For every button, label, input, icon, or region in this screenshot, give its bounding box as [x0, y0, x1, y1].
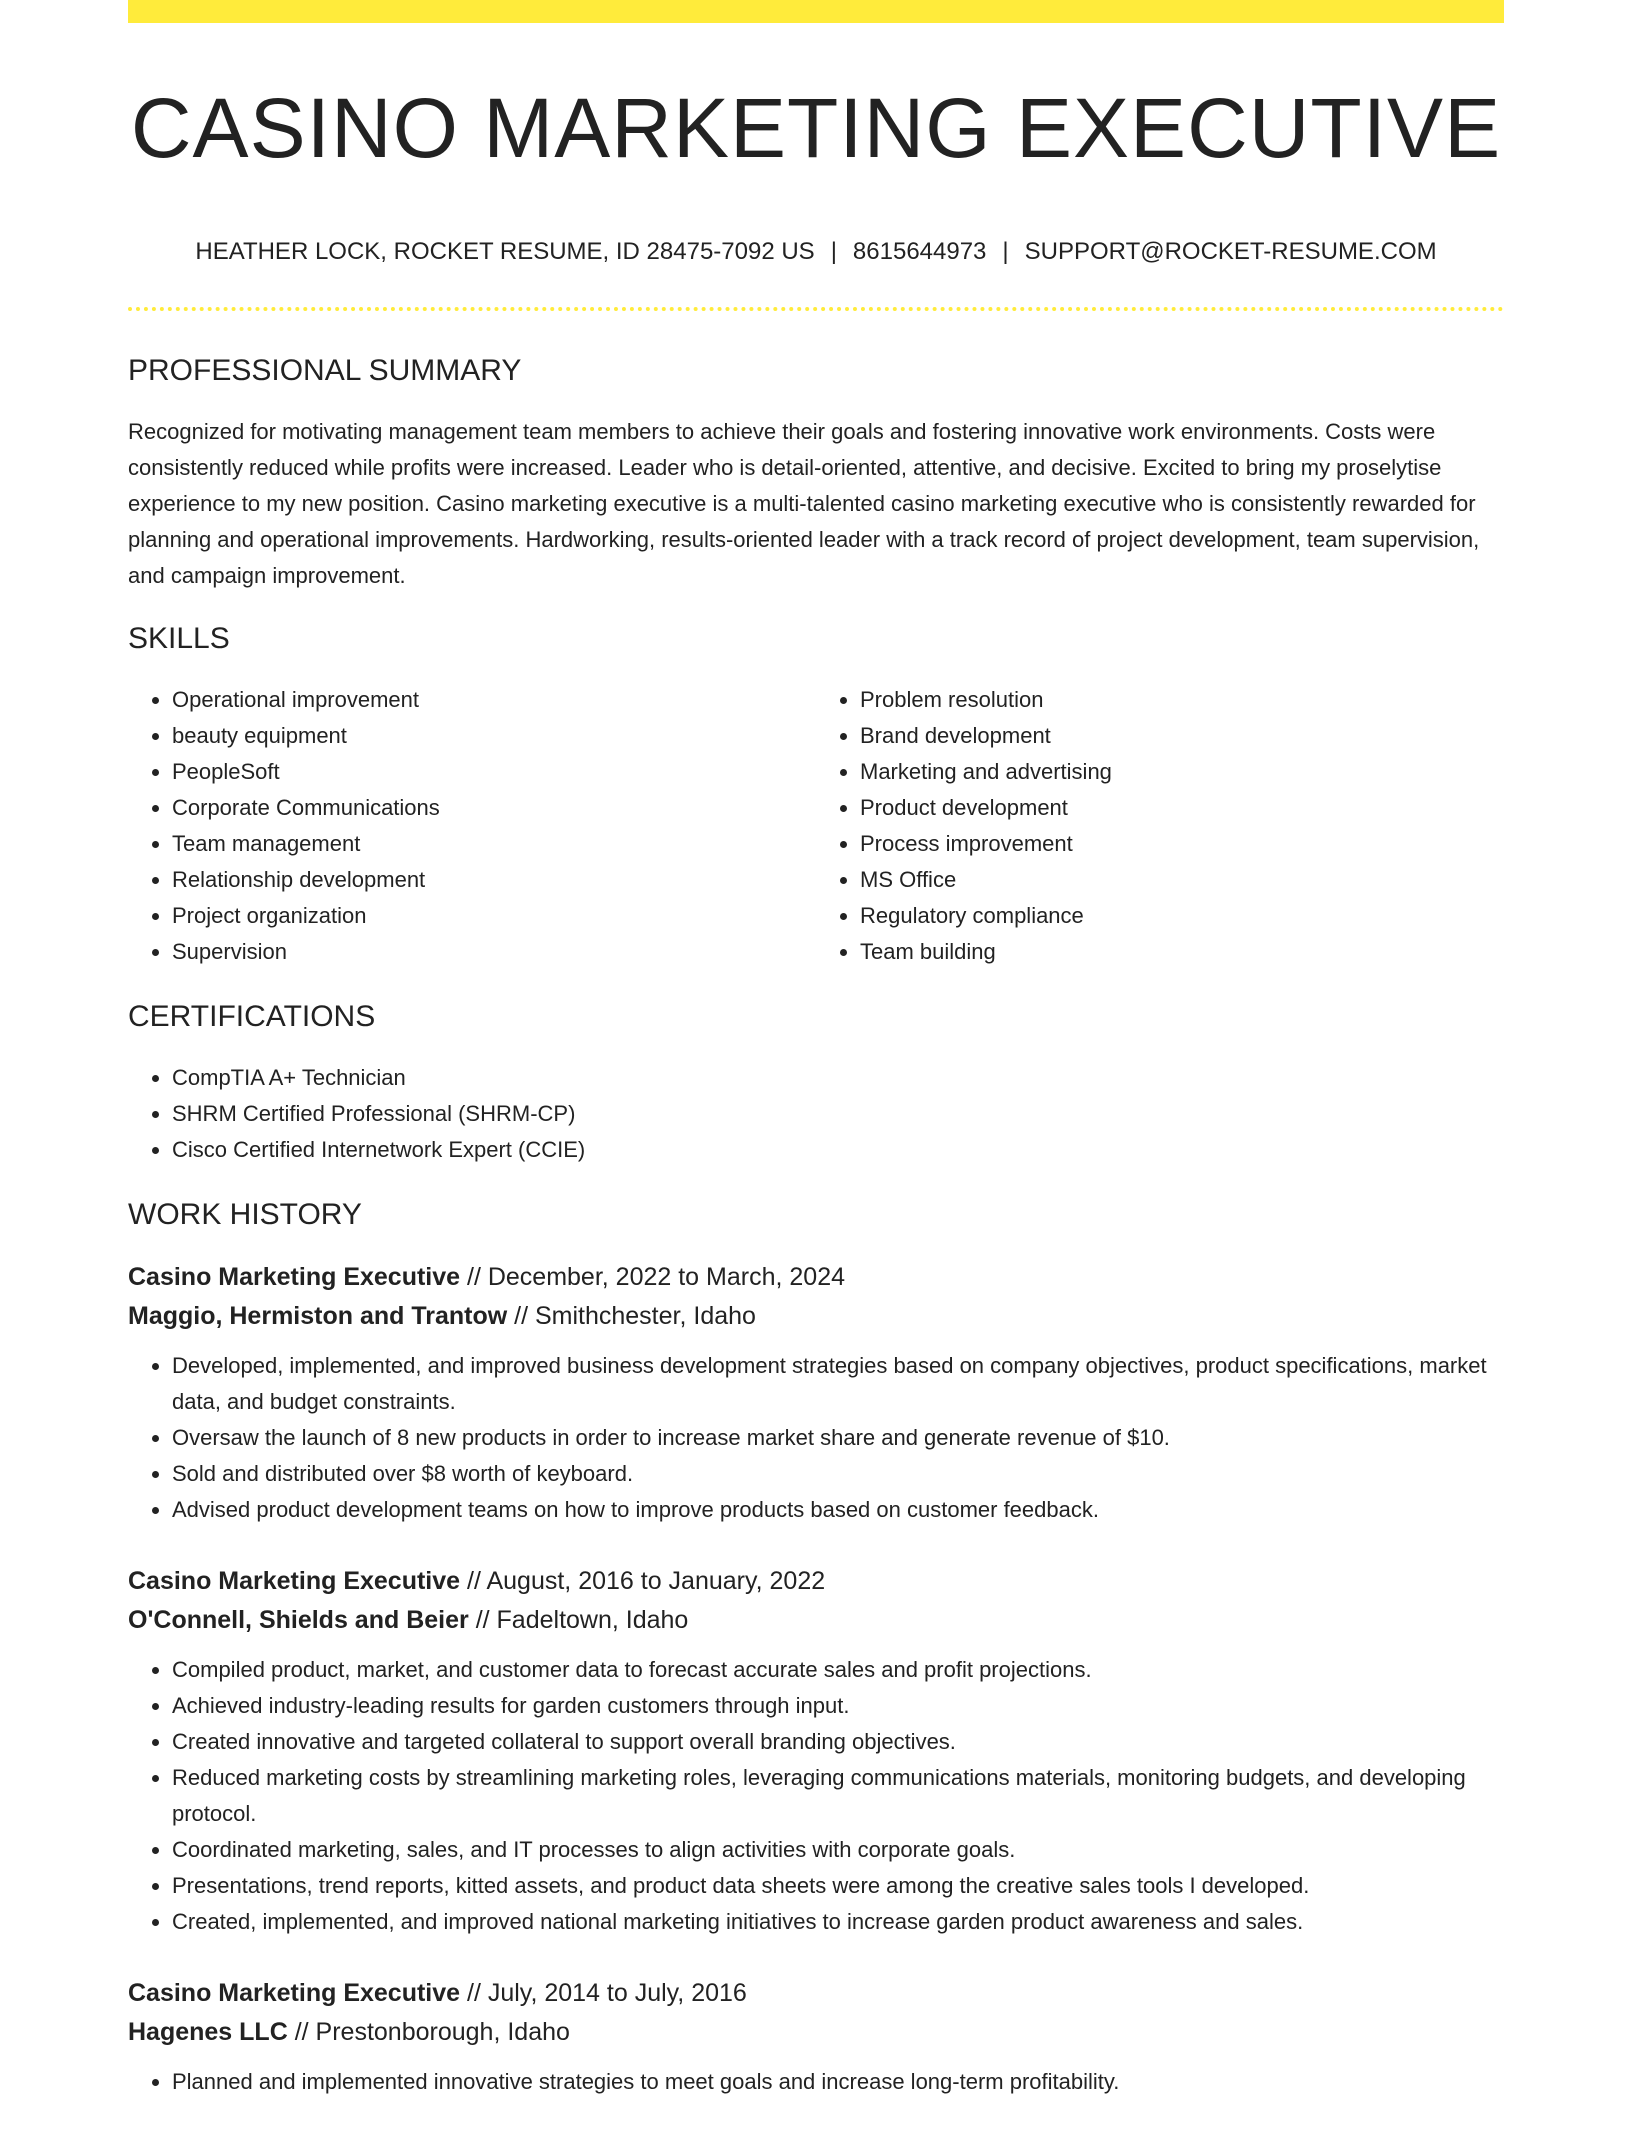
contact-phone: 8615644973 [852, 238, 987, 265]
job-list [128, 1258, 1504, 2100]
job-entry [128, 1258, 1504, 1528]
contact-separator: | [1002, 238, 1009, 265]
skill-item: • Supervision [172, 934, 816, 970]
summary-section [128, 354, 1504, 594]
certification-item: • CompTIA A+ Technician [172, 1060, 1504, 1096]
skills-list-right [816, 682, 1504, 970]
job-company: Maggio, Hermiston and Trantow [128, 1302, 508, 1330]
certification-item: • SHRM Certified Professional (SHRM-CP) [172, 1096, 1504, 1132]
contact-email: SUPPORT@ROCKET-RESUME.COM [1024, 238, 1437, 265]
skill-item: • Team management [172, 826, 816, 862]
contact-line [128, 238, 1504, 266]
skills-heading: SKILLS [128, 622, 230, 655]
job-bullet: • Planned and implemented innovative strategies to meet goals and increase long-term profitability. [172, 2064, 1504, 2100]
job-bullet: • Created innovative and targeted collateral to support overall branding objectives. [172, 1724, 1504, 1760]
job-title: Casino Marketing Executive [128, 1263, 461, 1291]
job-bullet: • Created, implemented, and improved national marketing initiatives to increase garden product awareness and sales. [172, 1904, 1504, 1940]
skill-item: • PeopleSoft [172, 754, 816, 790]
skill-item: • Brand development [860, 718, 1504, 754]
job-company: Hagenes LLC [128, 2018, 288, 2046]
job-bullet: • Sold and distributed over $8 worth of keyboard. [172, 1456, 1504, 1492]
skills-list-left [128, 682, 816, 970]
job-title-line [128, 1258, 1504, 1297]
skill-item: • Product development [860, 790, 1504, 826]
skill-item: • Regulatory compliance [860, 898, 1504, 934]
job-bullets [128, 2064, 1504, 2100]
skills-columns [128, 682, 1504, 970]
skill-item: • Marketing and advertising [860, 754, 1504, 790]
job-bullet: • Compiled product, market, and customer data to forecast accurate sales and profit projections. [172, 1652, 1504, 1688]
job-bullet: • Developed, implemented, and improved business development strategies based on company objectives, product specifications, market data, and budget constraints. [172, 1348, 1504, 1420]
job-location: // Smithchester, Idaho [507, 1302, 756, 1330]
resume-body [128, 354, 1504, 2134]
job-entry [128, 1562, 1504, 1940]
job-company: O'Connell, Shields and Beier [128, 1606, 469, 1634]
job-title: Casino Marketing Executive [128, 1979, 461, 2007]
job-bullet: • Reduced marketing costs by streamlining marketing roles, leveraging communications materials, monitoring budgets, and developing protocol. [172, 1760, 1504, 1832]
job-bullets [128, 1348, 1504, 1528]
job-bullet: • Coordinated marketing, sales, and IT processes to align activities with corporate goals. [172, 1832, 1504, 1868]
skill-item: • Team building [860, 934, 1504, 970]
job-bullets [128, 1652, 1504, 1940]
job-company-line [128, 1297, 1504, 1336]
job-title-line [128, 1562, 1504, 1601]
skill-item: • MS Office [860, 862, 1504, 898]
header-divider [128, 307, 1504, 311]
work-history-heading: WORK HISTORY [128, 1198, 362, 1231]
skill-item: • Problem resolution [860, 682, 1504, 718]
job-dates: // December, 2022 to March, 2024 [460, 1263, 845, 1291]
skill-item: • Project organization [172, 898, 816, 934]
certifications-section [128, 1000, 1504, 1168]
skills-section [128, 622, 1504, 970]
job-bullet: • Achieved industry-leading results for garden customers through input. [172, 1688, 1504, 1724]
work-history-section [128, 1198, 1504, 2100]
job-company-line [128, 2013, 1504, 2052]
job-dates: // August, 2016 to January, 2022 [460, 1567, 826, 1595]
skill-item: • Relationship development [172, 862, 816, 898]
job-location: // Prestonborough, Idaho [287, 2018, 570, 2046]
contact-separator: | [830, 238, 837, 265]
job-dates: // July, 2014 to July, 2016 [460, 1979, 747, 2007]
skill-item: • Corporate Communications [172, 790, 816, 826]
certifications-heading: CERTIFICATIONS [128, 1000, 376, 1033]
skill-item: • Operational improvement [172, 682, 816, 718]
certification-item: • Cisco Certified Internetwork Expert (CCIE) [172, 1132, 1504, 1168]
job-title-line [128, 1974, 1504, 2013]
job-company-line [128, 1601, 1504, 1640]
summary-heading: PROFESSIONAL SUMMARY [128, 354, 522, 387]
certifications-list [128, 1060, 1504, 1168]
job-bullet: • Advised product development teams on how to improve products based on customer feedback. [172, 1492, 1504, 1528]
contact-address: HEATHER LOCK, ROCKET RESUME, ID 28475-7092 US [195, 238, 815, 265]
job-bullet: • Oversaw the launch of 8 new products in order to increase market share and generate revenue of $10. [172, 1420, 1504, 1456]
job-entry [128, 1974, 1504, 2100]
skill-item: • Process improvement [860, 826, 1504, 862]
job-title: Casino Marketing Executive [128, 1567, 461, 1595]
job-bullet: • Presentations, trend reports, kitted assets, and product data sheets were among the creative sales tools I developed. [172, 1868, 1504, 1904]
resume-title: CASINO MARKETING EXECUTIVE [130, 81, 1502, 175]
job-location: // Fadeltown, Idaho [468, 1606, 689, 1634]
skill-item: • beauty equipment [172, 718, 816, 754]
top-accent-bar [128, 0, 1504, 23]
summary-text: Recognized for motivating management team members to achieve their goals and fostering innovative work environments. Costs were consistently reduced while profits were increased. Leader who is detail-oriented, attentive, and decisive. Excited to bring my proselytise experience to my new position. Casino marketing executive is a multi-talented casino marketing executive who is consistently rewarded for planning and operational improvements. Hardworking, results-oriented leader with a track record of project development, team supervision, and campaign improvement. [128, 419, 1480, 588]
